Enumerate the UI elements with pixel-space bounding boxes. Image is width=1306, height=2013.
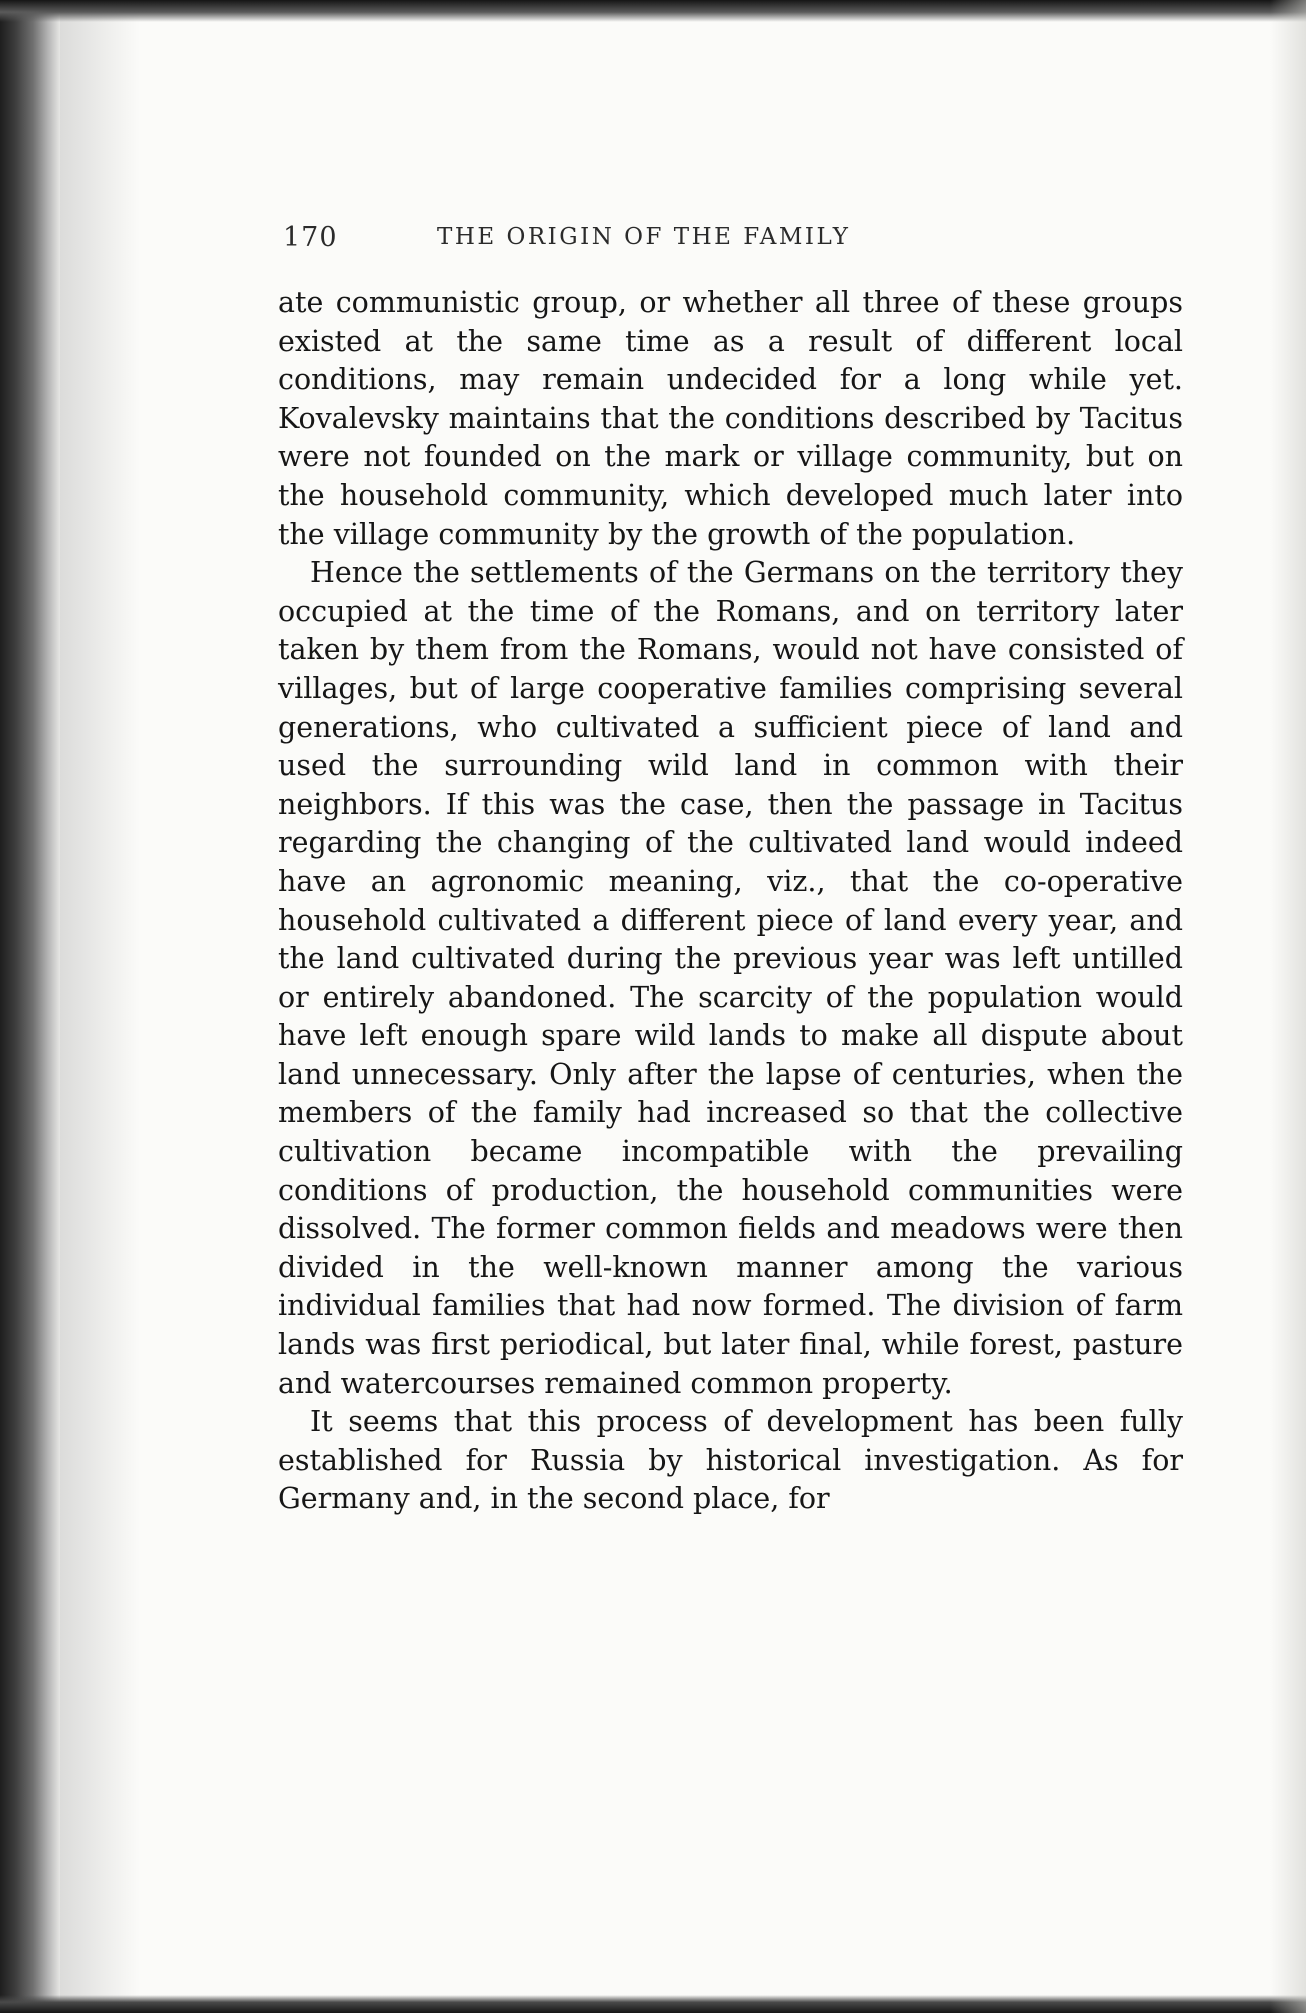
body-text bbox=[278, 284, 1183, 1519]
running-head: THE ORIGIN OF THE FAMILY bbox=[437, 224, 851, 250]
paragraph-2: Hence the settlements of the Germans on the territory they occupied at the time of the Romans, and on territory later taken by them from the Romans, would not have consisted of villages, but of large cooperative families comprising several generations, who cultivated a sufficient piece of land and used the surrounding wild land in common with their neighbors. If this was the case, then the passage in Tacitus regarding the changing of the cultivated land would indeed have an agronomic meaning, viz., that the co-operative household cultivated a different piece of land every year, and the land cultivated during the previous year was left untilled or entirely abandoned. The scarcity of the population would have left enough spare wild lands to make all dispute about land unnecessary. Only after the lapse of centuries, when the members of the family had increased so that the collective cultivation became incompatible with the prevailing conditions of production, the household communities were dissolved. The former common fields and meadows were then divided in the well-known manner among the various individual families that had now formed. The division of farm lands was first periodical, but later final, while forest, pasture and watercourses remained common property. bbox=[278, 556, 1183, 1400]
top-edge-shadow bbox=[0, 0, 1306, 22]
gutter-shadow bbox=[60, 0, 140, 2013]
right-edge-shadow bbox=[1270, 0, 1306, 2013]
bottom-edge-shadow bbox=[0, 1995, 1306, 2013]
paragraph-1: ate communistic group, or whether all three of these groups existed at the same time as a result of different local conditions, may remain undecided for a long while yet. Kovalevsky maintains that the conditions described by Tacitus were not founded on the mark or village community, but on the household community, which developed much later into the village community by the growth of the population. bbox=[278, 286, 1183, 551]
page-header bbox=[283, 222, 1183, 262]
page-number: 170 bbox=[283, 222, 338, 253]
book-spine-shadow bbox=[0, 0, 60, 2013]
paragraph-3: It seems that this process of development has been fully established for Russia by historical investigation. As for Germany and, in the second place, for bbox=[278, 1405, 1183, 1516]
